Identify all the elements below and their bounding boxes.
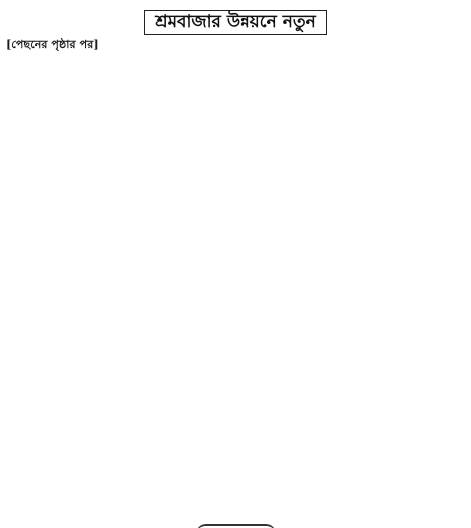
clipped-header-strip [6,0,465,7]
article-body [6,38,465,526]
headline: শ্রমবাজার উন্নয়নে নতুন [155,12,316,32]
headline-box [144,10,327,35]
bottom-clipped-mark [196,524,276,528]
continued-lead-in: [পেছনের পৃষ্ঠার পর] [6,38,99,51]
headline-row [6,10,465,35]
